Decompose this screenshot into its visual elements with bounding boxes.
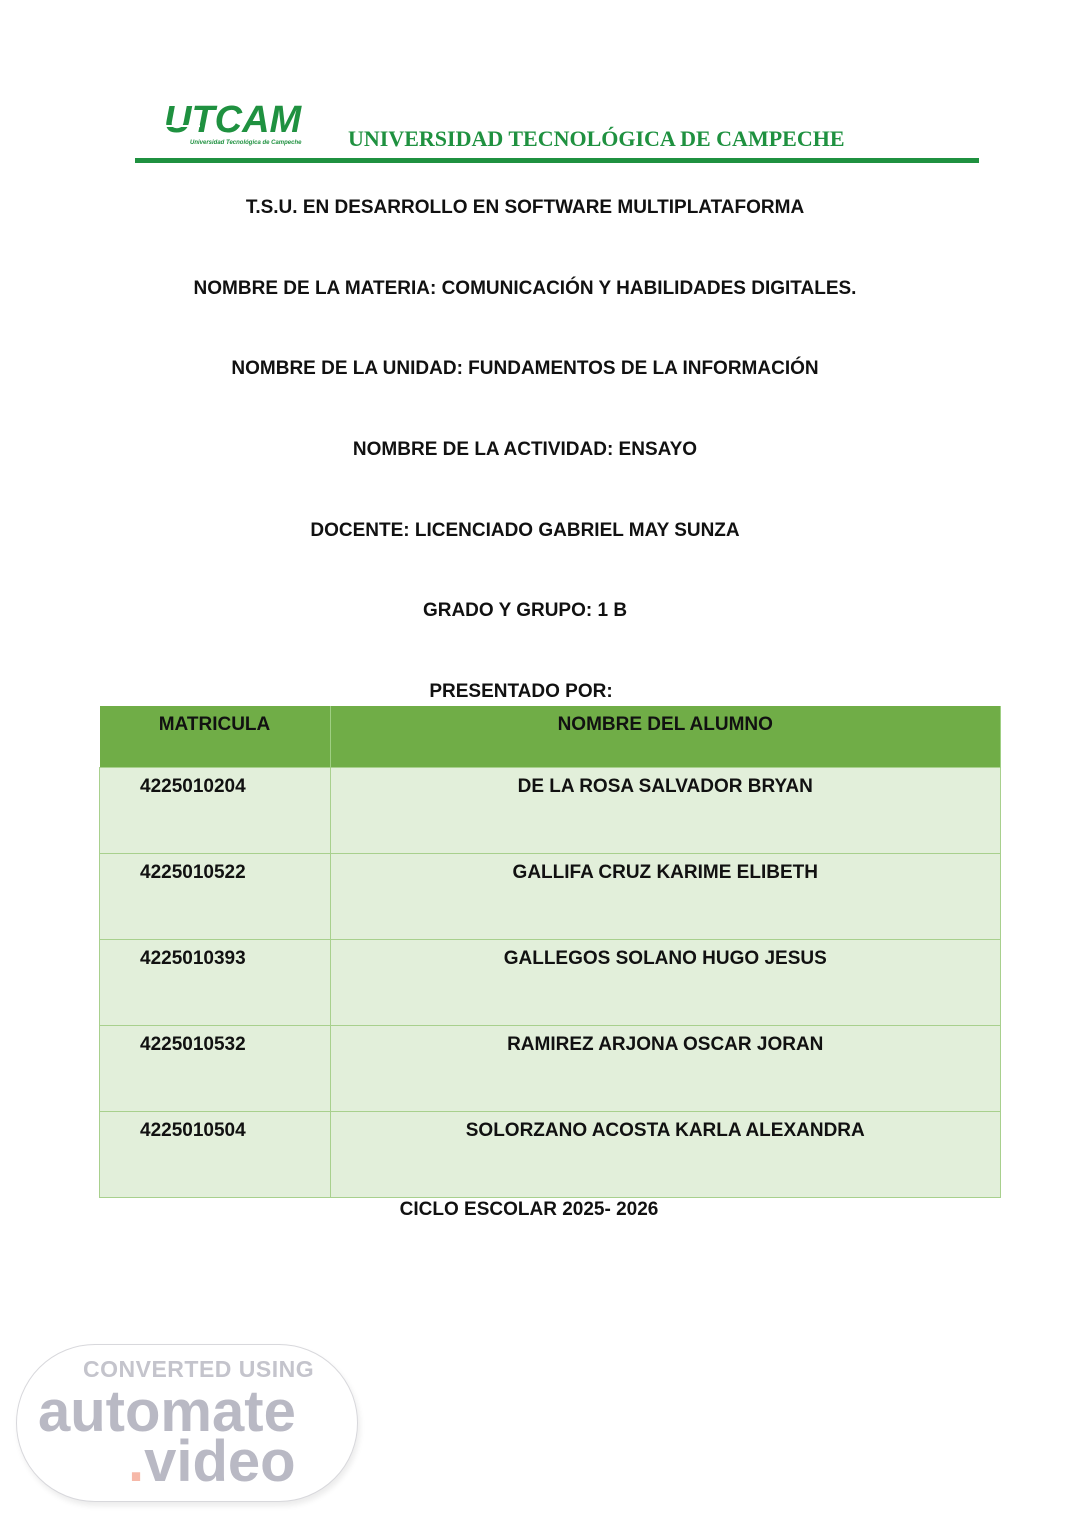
teacher-name: DOCENTE: LICENCIADO GABRIEL MAY SUNZA [310,520,740,541]
logo-subtext: Universidad Tecnológica de Campeche [190,140,302,146]
table-row [100,854,1001,940]
student-id: 4225010532 [100,1026,331,1112]
student-name: GALLEGOS SOLANO HUGO JESUS [330,940,1001,1026]
student-id: 4225010522 [100,854,331,940]
table-row [100,768,1001,854]
watermark-brand: automate [38,1379,296,1444]
watermark-video: video [144,1429,296,1494]
student-name: SOLORZANO ACOSTA KARLA ALEXANDRA [330,1112,1001,1198]
student-name: DE LA ROSA SALVADOR BRYAN [330,768,1001,854]
table-header-row [100,706,1001,768]
table-row [100,1112,1001,1198]
grade-group: GRADO Y GRUPO: 1 B [422,600,628,621]
students-table [99,706,1001,1198]
university-name: UNIVERSIDAD TECNOLÓGICA DE CAMPECHE [348,126,845,151]
student-id: 4225010393 [100,940,331,1026]
header-student-name: NOMBRE DEL ALUMNO [330,706,1001,768]
student-name: RAMIREZ ARJONA OSCAR JORAN [330,1026,1001,1112]
logo-wordmark: UTCAM [164,99,302,141]
activity-name: NOMBRE DE LA ACTIVIDAD: ENSAYO [352,439,698,460]
table-row [100,940,1001,1026]
program-title: T.S.U. EN DESARROLLO EN SOFTWARE MULTIPLATAFORMA [245,197,805,218]
watermark-suffix [128,1428,296,1495]
header-divider [135,158,979,163]
student-id: 4225010504 [100,1112,331,1198]
utcam-logo [160,96,322,148]
unit-name: NOMBRE DE LA UNIDAD: FUNDAMENTOS DE LA INFORMACIÓN [231,358,819,379]
school-cycle: CICLO ESCOLAR 2025- 2026 [399,1199,659,1220]
student-id: 4225010204 [100,768,331,854]
watermark-dot: . [128,1429,145,1494]
subject-name: NOMBRE DE LA MATERIA: COMUNICACIÓN Y HABILIDADES DIGITALES. [193,278,857,299]
header-matricula: MATRICULA [100,706,331,768]
presented-by-label: PRESENTADO POR: [429,681,613,702]
student-name: GALLIFA CRUZ KARIME ELIBETH [330,854,1001,940]
table-row [100,1026,1001,1112]
watermark-caption: CONVERTED USING [83,1356,315,1382]
